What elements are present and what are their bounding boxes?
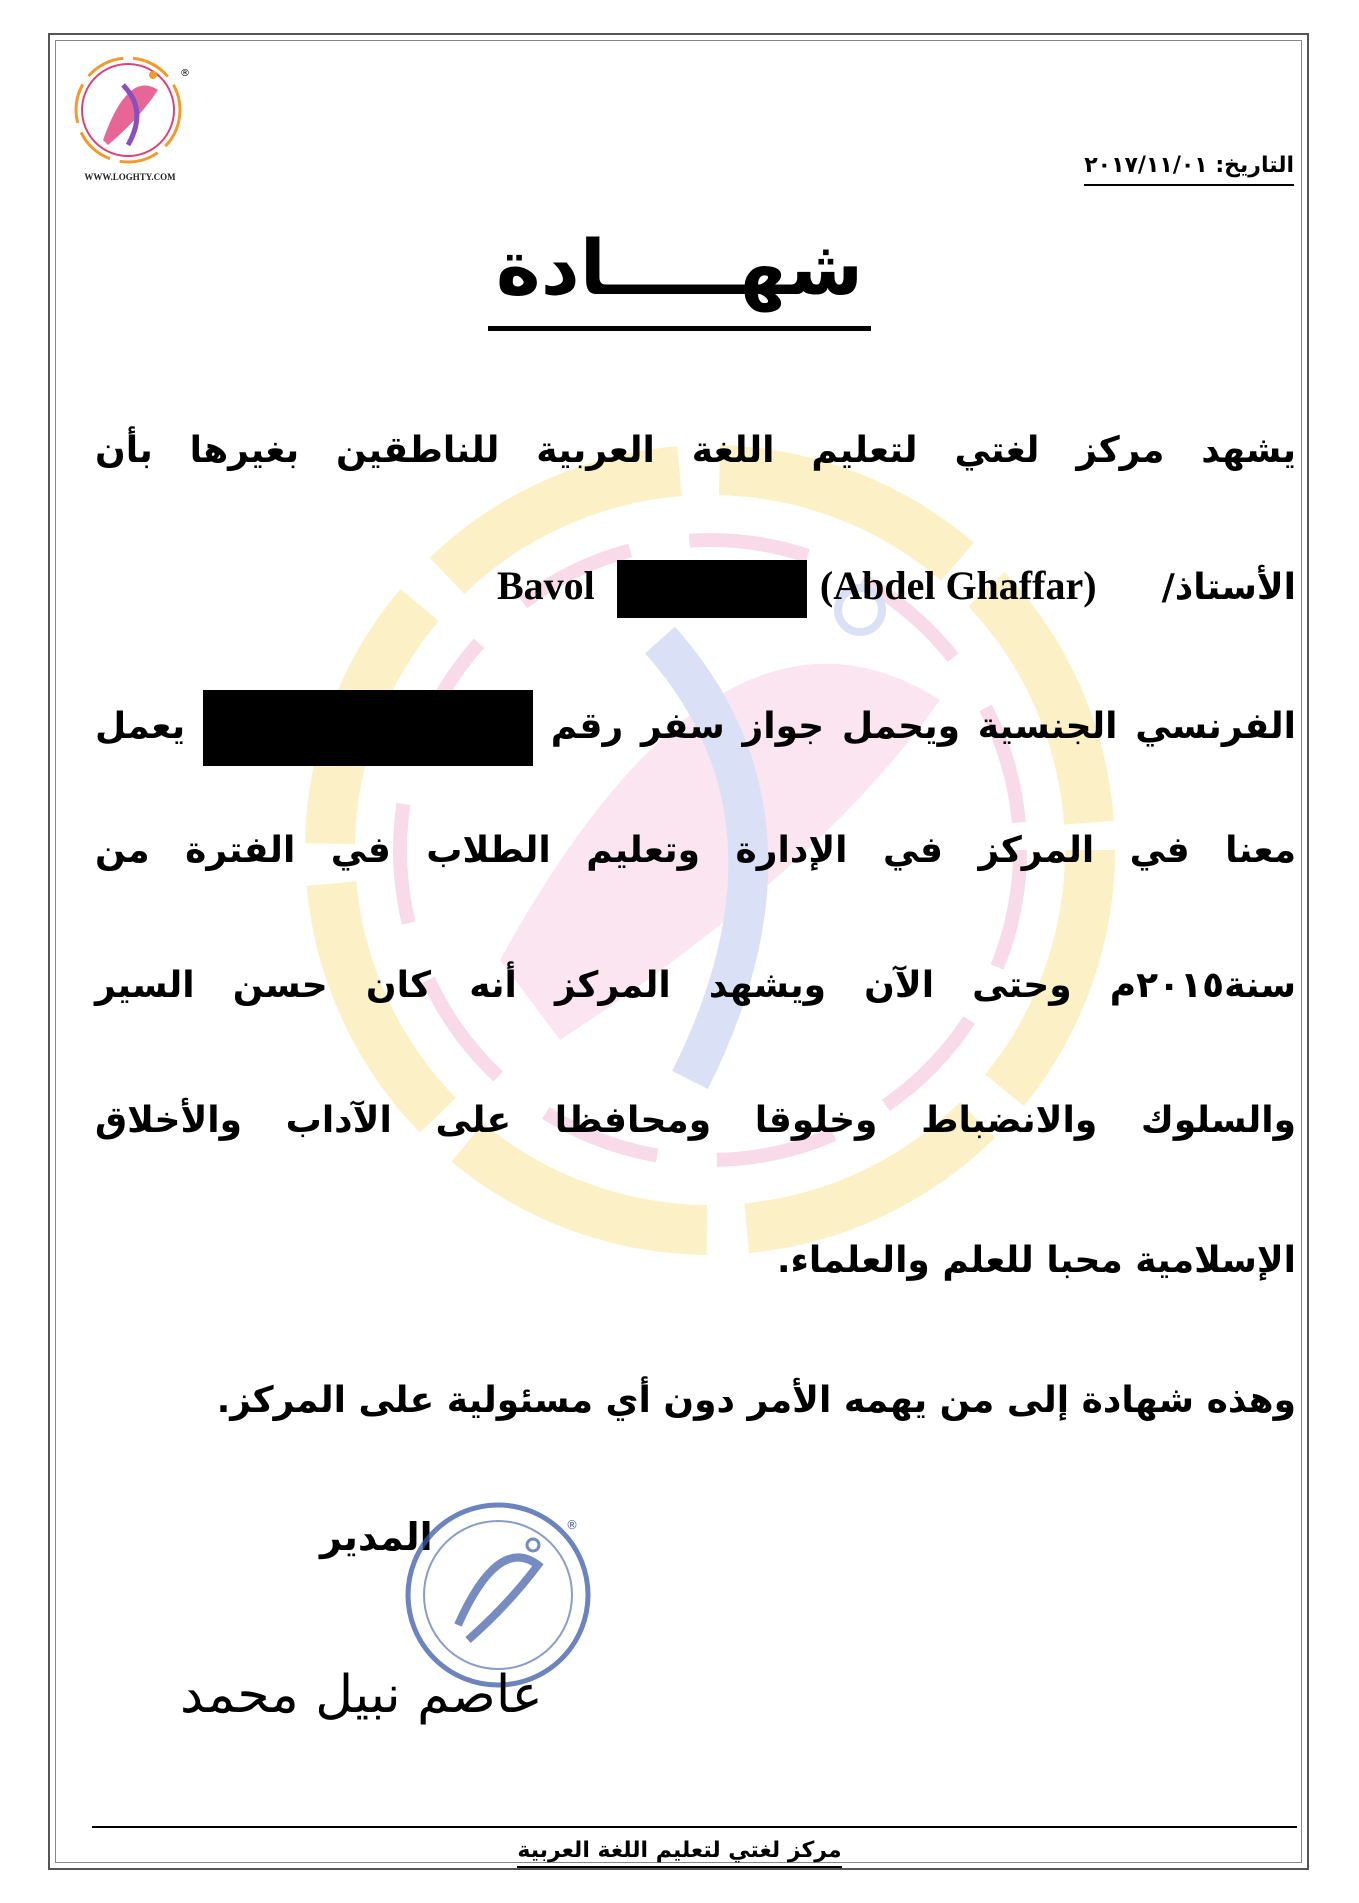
teacher-first-name: (Abdel Ghaffar) [819,563,1097,608]
certificate-title: شهـــــادة [488,220,871,331]
title-block [0,220,1359,331]
body-line-2 [497,560,1296,618]
body-line-8: وهذه شهادة إلى من يهمه الأمر دون أي مسئولية على المركز. [216,1380,1296,1421]
redacted-name [617,560,807,618]
svg-text:®: ® [180,68,190,79]
body-line-4: معنا في المركز في الإدارة وتعليم الطلاب في الفترة من [95,830,1296,871]
body-line-3 [95,690,1296,766]
logo-url: WWW.LOGHTY.COM [84,172,176,182]
body-line-5: سنة٢٠١٥م وحتى الآن ويشهد المركز أنه كان حسن السير [95,965,1296,1006]
teacher-label: الأستاذ/ [1161,567,1296,608]
director-signature: عاصم نبيل محمد [180,1665,543,1725]
body-line-7: الإسلامية محبا للعلم والعلماء. [776,1240,1296,1281]
director-label: المدير [320,1515,433,1559]
body-line-6: والسلوك والانضباط وخلوقا ومحافظا على الآداب والأخلاق [95,1100,1296,1141]
footer-block [0,1838,1359,1863]
body-line-1: يشهد مركز لغتي لتعليم اللغة العربية للناطقين بغيرها بأن [95,430,1296,471]
redacted-passport-number [203,690,533,766]
svg-text:®: ® [566,1518,578,1532]
teacher-surname: Bavol [496,563,595,608]
body-line-3-start: الفرنسي الجنسية ويحمل جواز سفر رقم [550,706,1296,747]
footer-text: مركز لغتي لتعليم اللغة العربية [517,1838,841,1868]
certificate-date: التاريخ: ٢٠١٧/١١/٠١ [1084,153,1294,186]
body-line-3-end: يعمل [95,706,186,747]
loghty-logo [68,50,198,190]
footer-divider [92,1826,1297,1828]
